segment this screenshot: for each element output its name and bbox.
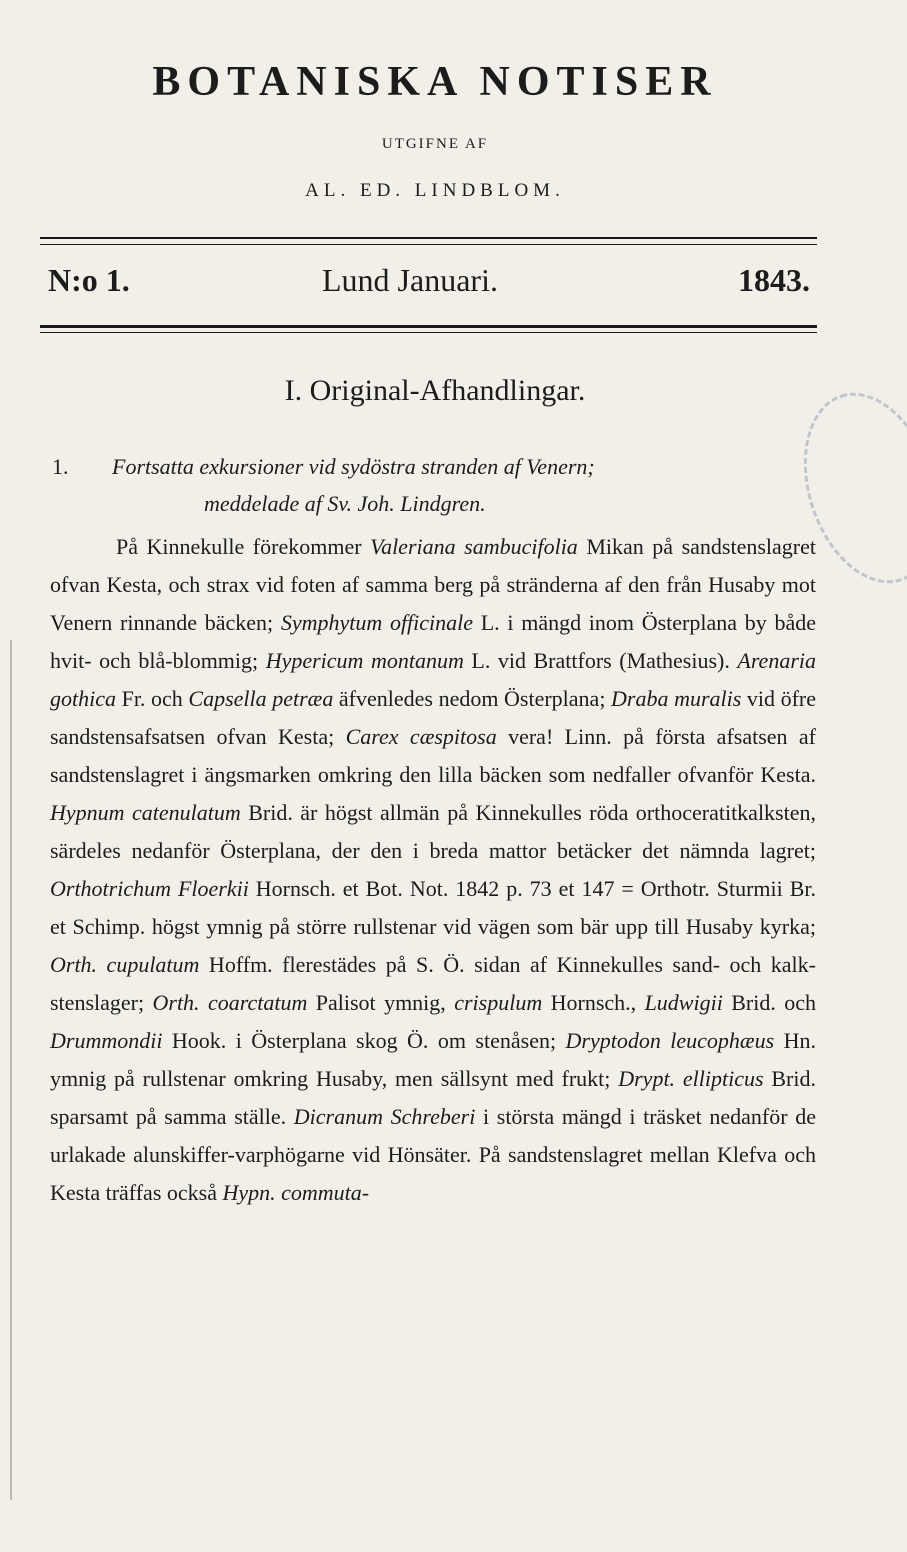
species-name: Hypn. commuta-	[222, 1180, 370, 1205]
header-rule-bottom	[40, 325, 817, 328]
species-name: Drypt. ellipticus	[618, 1066, 764, 1091]
body-text-run: På Kinnekulle förekommer	[116, 534, 371, 559]
header-rule-top	[40, 237, 817, 239]
species-name: crispulum	[454, 990, 543, 1015]
body-text-run: Hn. ymnig på rullstenar omkring Husaby, men sällsynt med frukt;	[50, 1028, 817, 1091]
issue-number: N:o 1.	[48, 262, 130, 298]
article-number: 1.	[52, 454, 69, 479]
species-name: Drummondii	[50, 1028, 163, 1053]
article-body	[50, 528, 816, 1212]
species-name: Hypericum montanum	[265, 648, 464, 673]
body-text-run: Brid. är högst allmän på Kinnekulles röda orthoceratitkalksten, särdeles nedanför Österplana, der den i breda mattor betäcker det nämnda lagret;	[50, 800, 816, 863]
issue-year: 1843.	[738, 262, 810, 298]
body-text-run: Hoffm. flerestädes på S. Ö. sidan af Kinnekulles sand- och kalk-stenslager;	[50, 952, 816, 1015]
species-name: Orthotrichum Floerkii	[50, 876, 249, 901]
section-heading: I. Original-Afhandlingar.	[284, 374, 586, 407]
species-name: Dicranum Schreberi	[293, 1104, 476, 1129]
header-rule-bottom-thin	[40, 332, 817, 333]
body-text-run: L. i mängd inom Österplana by både hvit- och blå-blommig;	[50, 610, 816, 673]
body-text-run: Palisot ymnig,	[307, 990, 455, 1015]
species-name: Draba muralis	[611, 686, 742, 711]
body-text-run: Brid. sparsamt på samma ställe.	[50, 1066, 816, 1129]
issue-place-month: Lund Januari.	[322, 262, 498, 298]
body-text-run: Mikan på sandstenslagret ofvan Kesta, och strax vid foten af samma berg på stränderna af den från Husaby mot Venern rinnande bäcken;	[50, 534, 816, 635]
article-title: Fortsatta exkursioner vid sydöstra stranden af Venern;	[112, 454, 595, 479]
journal-editor: AL. ED. LINDBLOM.	[305, 180, 565, 201]
body-text-run: Hornsch.,	[542, 990, 645, 1015]
species-name: Arenaria gothica	[50, 648, 816, 711]
body-text-run: vid öfre sandstensafsatsen ofvan Kesta;	[50, 686, 817, 749]
body-text-run: Hornsch. et Bot. Not. 1842 p. 73 et 147 = Orthotr. Sturmii Br. et Schimp. högst ymnig på större rullstenar vid vägen som bär upp till Husaby kyrka;	[50, 876, 816, 939]
header-rule-top-thin	[40, 244, 817, 245]
journal-title: BOTANISKA NOTISER	[152, 59, 718, 105]
body-text-run: Hook. i Österplana skog Ö. om stenåsen;	[162, 1028, 566, 1053]
species-name: Dryptodon leucophæus	[565, 1028, 775, 1053]
species-name: Orth. coarctatum	[152, 990, 308, 1015]
species-name: Symphytum officinale	[280, 610, 474, 635]
species-name: Orth. cupulatum	[50, 952, 200, 977]
body-text-run: Brid. och	[722, 990, 816, 1015]
article-author: meddelade af Sv. Joh. Lindgren.	[204, 491, 486, 516]
body-text-run: i största mängd i träsket nedanför de urlakade alunskiffer-varphögarne vid Hönsäter. På sandstenslagret mellan Klefva och Kesta träffas också	[50, 1104, 816, 1205]
species-name: Capsella petræa	[188, 686, 334, 711]
body-text-run: äfvenledes nedom Österplana;	[333, 686, 612, 711]
journal-subtitle: UTGIFNE AF	[381, 136, 489, 152]
species-name: Ludwigii	[644, 990, 723, 1015]
body-text-run: Fr. och	[116, 686, 189, 711]
species-name: Hypnum catenulatum	[50, 800, 241, 825]
body-text-run: L. vid Brattfors (Mathesius).	[463, 648, 738, 673]
page-edge-shadow	[0, 640, 12, 1500]
species-name: Carex cæspitosa	[345, 724, 497, 749]
body-text-run: vera! Linn. på första afsatsen af sandstenslagret i ängsmarken omkring den lilla bäcken som nedfaller ofvanför Kesta.	[50, 724, 816, 787]
species-name: Valeriana sambucifolia	[370, 534, 578, 559]
